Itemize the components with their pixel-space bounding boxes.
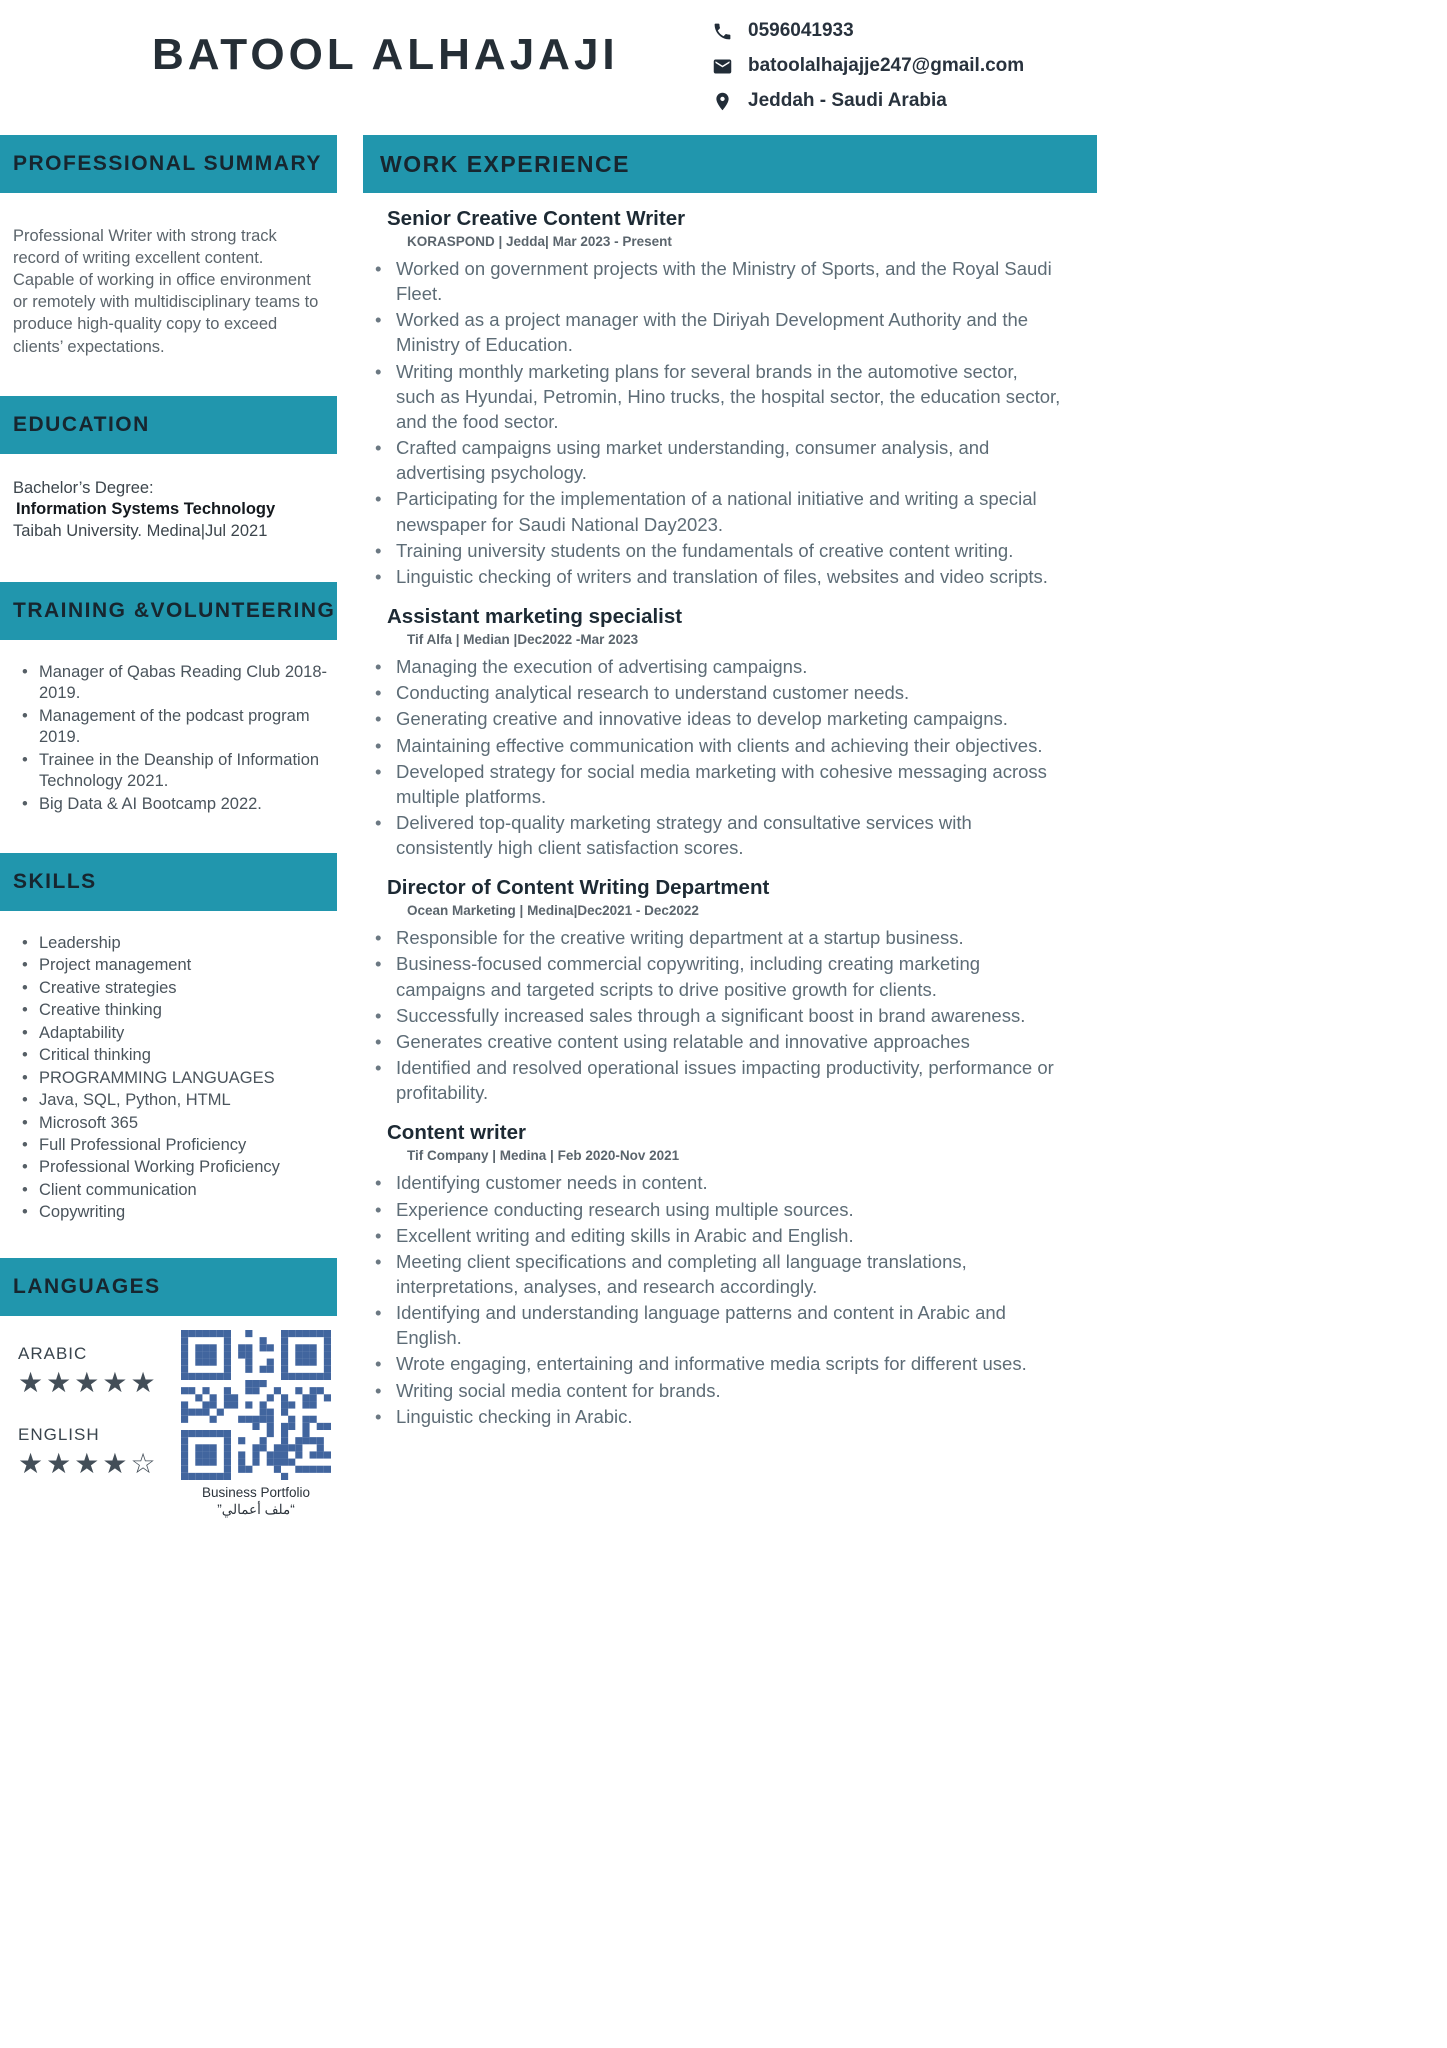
qr-code: [181, 1330, 331, 1480]
contact-info: [712, 20, 1024, 112]
bullet-item: • Linguistic checking of writers and translation of files, websites and video scripts.: [373, 564, 1061, 589]
qr-caption: Business Portfolio: [201, 1484, 311, 1500]
job-bullets: [373, 925, 1061, 1105]
bullet-item: • Worked as a project manager with the Diriyah Development Authority and the Ministry of Education.: [373, 307, 1061, 357]
location-text: Jeddah - Saudi Arabia: [748, 90, 947, 111]
star-icon: ★: [130, 1366, 159, 1398]
skill-item: • Professional Working Proficiency: [22, 1157, 331, 1178]
skill-item: • Leadership: [22, 933, 331, 954]
bullet-item: • Managing the execution of advertising campaigns.: [373, 654, 1061, 679]
job-bullets: [373, 256, 1061, 589]
contact-location-row: [712, 90, 1024, 112]
qr-caption-arabic: “ملف أعمالي”: [217, 1501, 295, 1517]
star-icon: ★: [102, 1366, 131, 1398]
training-item: • Manager of Qabas Reading Club 2018-2019.: [22, 662, 331, 705]
candidate-name: BATOOL ALHAJAJI: [152, 30, 619, 79]
bullet-item: • Meeting client specifications and completing all language translations, interpretations, analyses, and research accordingly.: [373, 1249, 1061, 1299]
skill-item: • Creative strategies: [22, 978, 331, 999]
bullet-item: • Identifying customer needs in content.: [373, 1170, 1061, 1195]
bullet-item: • Crafted campaigns using market understanding, consumer analysis, and advertising psychology.: [373, 435, 1061, 485]
bullet-item: • Responsible for the creative writing department at a startup business.: [373, 925, 1061, 950]
bullet-item: • Linguistic checking in Arabic.: [373, 1404, 1061, 1429]
section-title-education: EDUCATION: [0, 396, 337, 454]
skill-item: • Copywriting: [22, 1202, 331, 1223]
bullet-item: • Wrote engaging, entertaining and informative media scripts for different uses.: [373, 1351, 1061, 1376]
star-icon: ★: [74, 1366, 103, 1398]
school-line: Taibah University. Medina|Jul 2021: [13, 521, 268, 540]
language-ratings: [18, 1330, 180, 1518]
skill-item: • Critical thinking: [22, 1045, 331, 1066]
languages-block: [18, 1330, 335, 1518]
language-rating-stars: [18, 1449, 180, 1480]
degree-label: Bachelor’s Degree:: [13, 478, 154, 497]
star-icon: ★: [74, 1447, 103, 1479]
star-icon: ☆: [130, 1447, 159, 1479]
skill-item: • Project management: [22, 955, 331, 976]
job-title: Senior Creative Content Writer: [387, 207, 686, 230]
star-icon: ★: [46, 1366, 75, 1398]
star-icon: ★: [18, 1366, 47, 1398]
skill-item: • Adaptability: [22, 1023, 331, 1044]
language-label: ENGLISH: [18, 1424, 100, 1444]
job-title: Director of Content Writing Department: [387, 876, 770, 900]
contact-phone-row: [712, 20, 1024, 42]
job-entry-4: [363, 1121, 1097, 1429]
bullet-item: • Generating creative and innovative ideas to develop marketing campaigns.: [373, 706, 1061, 731]
section-title-skills: SKILLS: [0, 853, 337, 911]
bullet-item: • Successfully increased sales through a significant boost in brand awareness.: [373, 1003, 1061, 1028]
job-title: Assistant marketing specialist: [387, 605, 683, 629]
training-item: • Trainee in the Deanship of Information Technology 2021.: [22, 750, 331, 793]
bullet-item: • Training university students on the fundamentals of creative content writing.: [373, 538, 1061, 563]
work-experience-column: [363, 135, 1097, 1430]
skill-item: • Client communication: [22, 1180, 331, 1201]
bullet-item: • Excellent writing and editing skills in Arabic and English.: [373, 1223, 1061, 1248]
bullet-item: • Developed strategy for social media marketing with cohesive messaging across multiple platforms.: [373, 759, 1061, 809]
bullet-item: • Conducting analytical research to understand customer needs.: [373, 680, 1061, 705]
bullet-item: • Identified and resolved operational issues impacting productivity, performance or profitability.: [373, 1055, 1061, 1105]
bullet-item: • Participating for the implementation of a national initiative and writing a special newspaper for Saudi National Day2023.: [373, 486, 1061, 536]
qr-block: [180, 1330, 332, 1518]
bullet-item: • Writing monthly marketing plans for several brands in the automotive sector, such as Hyundai, Petromin, Hino trucks, the hospital sector, the education sector, and the food sector.: [373, 359, 1061, 434]
job-bullets: [373, 654, 1061, 860]
language-rating-stars: [18, 1368, 180, 1399]
skill-item: • PROGRAMMING LANGUAGES: [22, 1068, 331, 1089]
language-english: [18, 1425, 180, 1480]
degree-name: Information Systems Technology: [16, 500, 276, 519]
section-title-training-volunteering: TRAINING &VOLUNTEERING: [0, 582, 337, 640]
skill-item: • Microsoft 365: [22, 1113, 331, 1134]
skills-list: [22, 933, 331, 1224]
education-block: [13, 478, 329, 542]
language-arabic: [18, 1344, 180, 1399]
training-item: • Management of the podcast program 2019.: [22, 706, 331, 749]
skill-item: • Full Professional Proficiency: [22, 1135, 331, 1156]
skill-item: • Java, SQL, Python, HTML: [22, 1090, 331, 1111]
job-meta: Ocean Marketing | Medina|Dec2021 - Dec2022: [407, 903, 699, 919]
job-entry-2: [363, 605, 1097, 860]
section-title-work-experience: WORK EXPERIENCE: [363, 135, 1097, 193]
envelope-icon: [712, 56, 733, 77]
job-bullets: [373, 1170, 1061, 1429]
bullet-item: • Maintaining effective communication with clients and achieving their objectives.: [373, 733, 1061, 758]
bullet-item: • Delivered top-quality marketing strategy and consultative services with consistently high client satisfaction scores.: [373, 810, 1061, 860]
star-icon: ★: [46, 1447, 75, 1479]
training-list: [22, 662, 331, 815]
section-title-professional-summary: PROFESSIONAL SUMMARY: [0, 135, 337, 193]
bullet-item: • Business-focused commercial copywriting, including creating marketing campaigns and targeted scripts to drive positive growth for clients.: [373, 951, 1061, 1001]
contact-email-row: [712, 55, 1024, 77]
job-meta: Tif Company | Medina | Feb 2020-Nov 2021: [407, 1148, 680, 1164]
bullet-item: • Writing social media content for brands.: [373, 1378, 1061, 1403]
section-title-languages: LANGUAGES: [0, 1258, 337, 1316]
job-meta: KORASPOND | Jedda| Mar 2023 - Present: [407, 234, 672, 249]
bullet-item: • Generates creative content using relatable and innovative approaches: [373, 1029, 1061, 1054]
map-pin-icon: [712, 91, 733, 112]
language-label: ARABIC: [18, 1343, 88, 1363]
job-title: Content writer: [387, 1121, 526, 1145]
bullet-item: • Experience conducting research using multiple sources.: [373, 1197, 1061, 1222]
job-entry-1: [363, 207, 1097, 589]
sidebar: [0, 135, 337, 1518]
email-address: batoolalhajajje247@gmail.com: [748, 55, 1025, 76]
bullet-item: • Identifying and understanding language patterns and content in Arabic and English.: [373, 1300, 1061, 1350]
phone-number: 0596041933: [748, 20, 854, 41]
star-icon: ★: [102, 1447, 131, 1479]
bullet-item: • Worked on government projects with the Ministry of Sports, and the Royal Saudi Fleet.: [373, 256, 1061, 306]
job-meta: Tif Alfa | Median |Dec2022 -Mar 2023: [407, 632, 639, 648]
summary-text: Professional Writer with strong track record of writing excellent content. Capable of working in office environment or remotely with multidisciplinary teams to produce high-quality copy to exceed clients’ expectations.: [13, 227, 319, 356]
job-entry-3: [363, 876, 1097, 1105]
star-icon: ★: [18, 1447, 47, 1479]
training-item: • Big Data & AI Bootcamp 2022.: [22, 794, 331, 815]
phone-icon: [712, 21, 733, 42]
skill-item: • Creative thinking: [22, 1000, 331, 1021]
